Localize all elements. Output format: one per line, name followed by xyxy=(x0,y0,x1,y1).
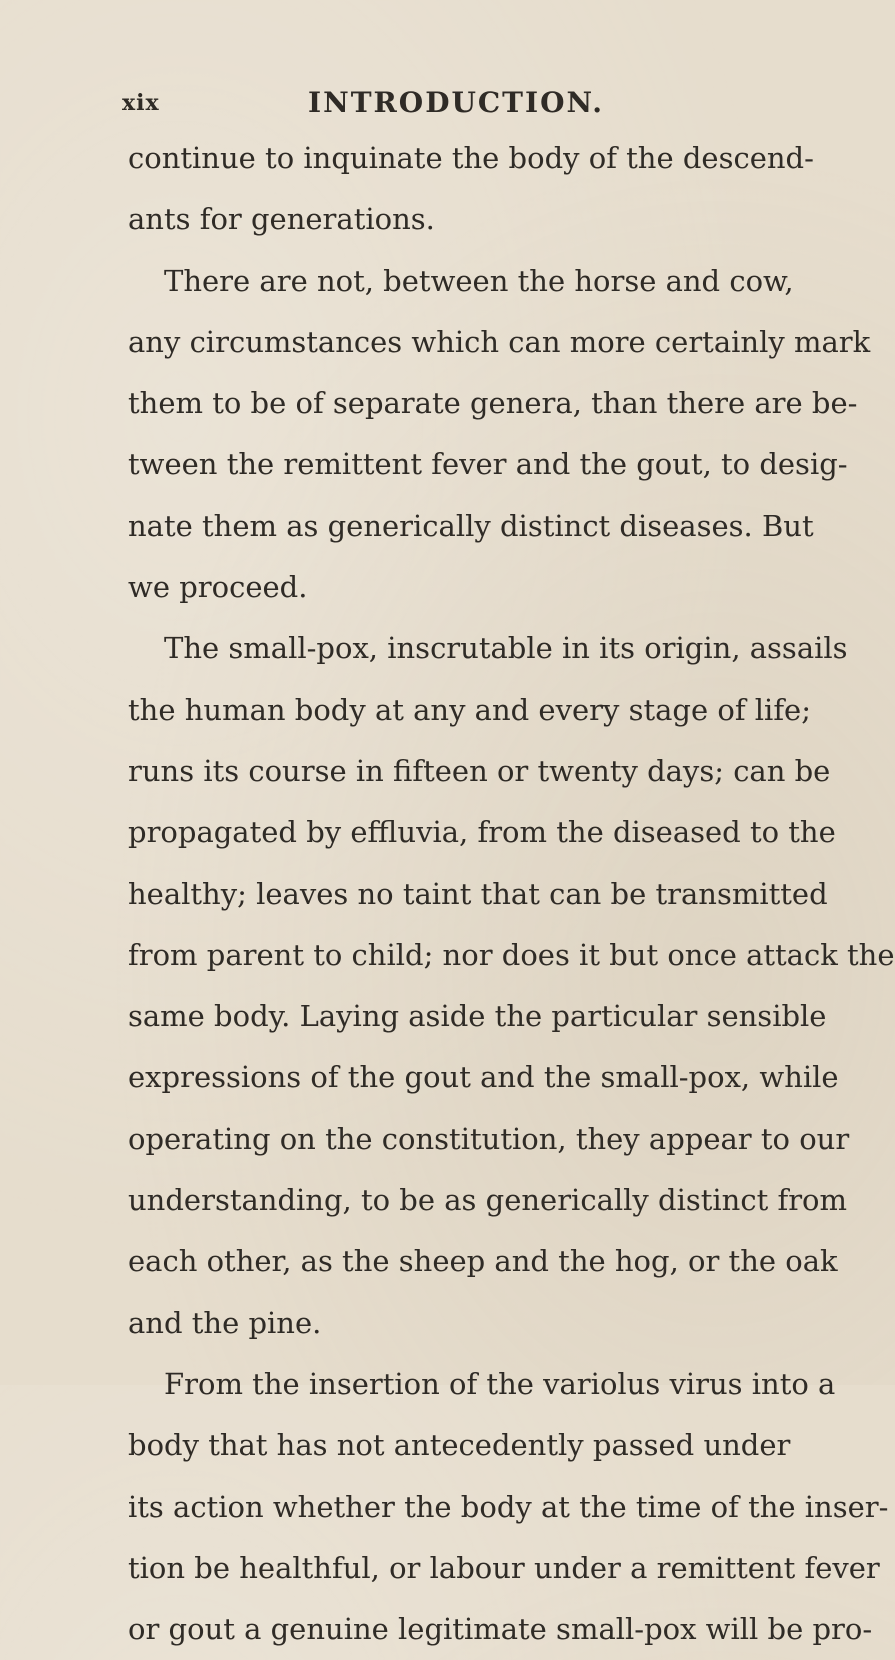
text-line: There are not, between the horse and cow, xyxy=(164,263,794,298)
text-line: we proceed. xyxy=(128,570,308,605)
text-line: same body. Laying aside the particular sensible xyxy=(128,999,827,1034)
text-line: runs its course in fifteen or twenty days; can be xyxy=(128,753,831,788)
text-line: The small-pox, inscrutable in its origin, assails xyxy=(164,631,848,666)
text-line: ants for generations. xyxy=(128,202,435,237)
text-line: the human body at any and every stage of life; xyxy=(128,692,811,727)
text-line: propagated by effluvia, from the diseased to the xyxy=(128,815,836,850)
page-number: xix xyxy=(122,90,160,116)
text-line: nate them as generically distinct diseases. But xyxy=(128,508,814,543)
text-line: any circumstances which can more certainly mark xyxy=(128,324,871,359)
text-line: understanding, to be as generically distinct from xyxy=(128,1183,848,1218)
text-line: tion be healthful, or labour under a remittent fever xyxy=(128,1550,880,1585)
text-line: each other, as the sheep and the hog, or the oak xyxy=(128,1244,838,1279)
text-line: operating on the constitution, they appear to our xyxy=(128,1121,850,1156)
text-line: or gout a genuine legitimate small-pox will be pro- xyxy=(128,1612,873,1647)
text-line: from parent to child; nor does it but once attack the xyxy=(128,937,895,972)
text-line: its action whether the body at the time of the inser- xyxy=(128,1489,889,1524)
text-line: expressions of the gout and the small-pox, while xyxy=(128,1060,839,1095)
text-line: tween the remittent fever and the gout, to desig- xyxy=(128,447,848,482)
running-title: INTRODUCTION. xyxy=(308,86,605,119)
body-text xyxy=(128,128,895,1660)
text-line: and the pine. xyxy=(128,1305,322,1340)
text-line: continue to inquinate the body of the descend- xyxy=(128,141,814,175)
text-line: From the insertion of the variolus virus into a xyxy=(164,1366,836,1401)
text-line: healthy; leaves no taint that can be transmitted xyxy=(128,876,828,911)
text-line: body that has not antecedently passed under xyxy=(128,1428,791,1463)
page-header xyxy=(122,86,682,126)
text-line: them to be of separate genera, than there are be- xyxy=(128,386,858,421)
